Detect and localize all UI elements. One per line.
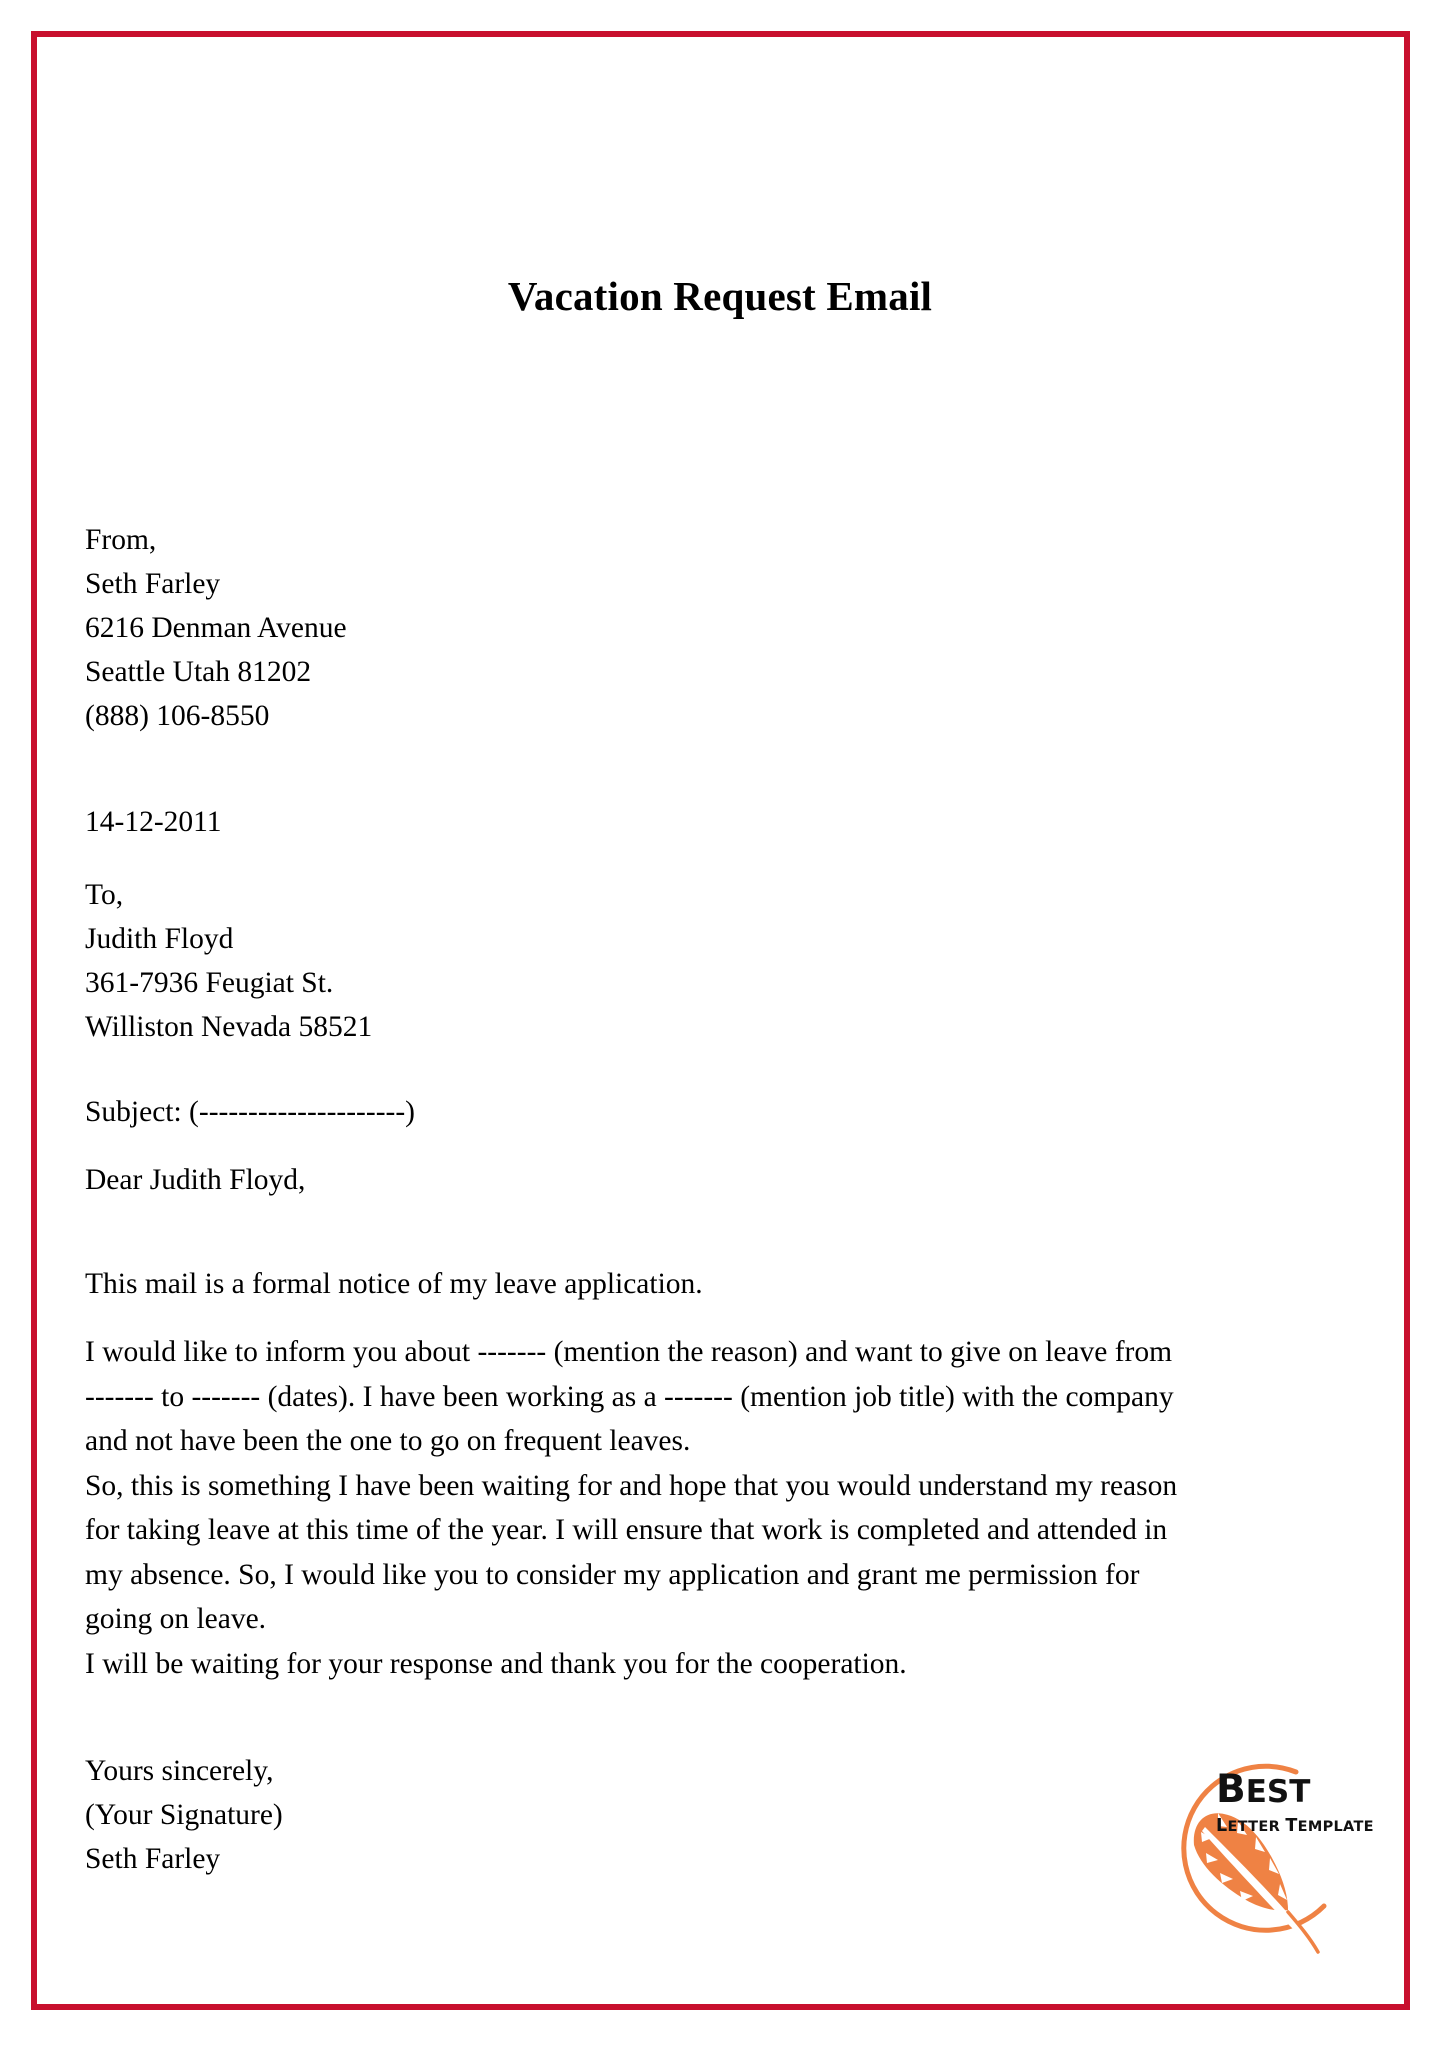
body-line: going on leave. — [85, 1603, 267, 1635]
body-line: my absence. So, I would like you to consider my application and grant me permission for — [85, 1558, 1140, 1591]
feather-quill-icon — [1148, 1734, 1380, 1966]
best-letter-template-logo — [1148, 1734, 1380, 1966]
logo-brand-name — [1216, 1767, 1386, 1812]
sender-street: 6216 Denman Avenue — [85, 612, 347, 644]
letter-date — [85, 800, 1355, 844]
recipient-to-label: To, — [85, 879, 124, 911]
signature-placeholder: (Your Signature) — [85, 1799, 283, 1831]
body-line: I will be waiting for your response and thank you for the cooperation. — [85, 1647, 907, 1680]
logo-wordmark — [1216, 1767, 1386, 1836]
logo-tagline-initial-template: T — [1285, 1816, 1298, 1836]
intro-paragraph — [85, 1262, 1355, 1306]
body-line: and not have been the one to go on frequent leaves. — [85, 1425, 691, 1457]
subject-text: Subject: (---------------------) — [85, 1096, 416, 1128]
recipient-name: Judith Floyd — [85, 923, 234, 955]
recipient-city-state-zip: Williston Nevada 58521 — [85, 1011, 373, 1043]
sender-city-state-zip: Seattle Utah 81202 — [85, 656, 312, 688]
salutation-greeting — [85, 1158, 1355, 1202]
logo-tagline-initial-letter: L — [1216, 1816, 1228, 1836]
body-line: for taking leave at this time of the year. I will ensure that work is completed and attended in — [85, 1514, 1168, 1546]
body-line: So, this is something I have been waiting for and hope that you would understand my reason — [85, 1469, 1178, 1502]
logo-brand-rest: EST — [1245, 1774, 1311, 1810]
recipient-street: 361-7936 Feugiat St. — [85, 967, 334, 999]
sender-name: Seth Farley — [85, 568, 221, 600]
intro-text: This mail is a formal notice of my leave application. — [85, 1268, 703, 1300]
date-value: 14-12-2011 — [85, 806, 222, 838]
page-title: Vacation Request Email — [507, 273, 933, 319]
logo-tagline — [1216, 1818, 1386, 1836]
subject-line — [85, 1090, 1355, 1134]
sender-address-block — [85, 518, 1355, 738]
greeting-text: Dear Judith Floyd, — [85, 1164, 306, 1196]
closing-salutation: Yours sincerely, — [85, 1755, 274, 1787]
logo-tagline-word-letter: ETTER — [1227, 1819, 1286, 1835]
closing-name: Seth Farley — [85, 1843, 221, 1875]
recipient-address-block — [85, 873, 1355, 1049]
logo-brand-initial: B — [1216, 1767, 1246, 1812]
body-line: ------- to ------- (dates). I have been working as a ------- (mention job title) with the company — [85, 1380, 1174, 1413]
sender-phone: (888) 106-8550 — [85, 700, 270, 732]
sender-from-label: From, — [85, 524, 157, 556]
body-paragraphs — [85, 1330, 1355, 1686]
logo-tagline-word-template: EMPLATE — [1297, 1819, 1374, 1835]
body-line: I would like to inform you about ------- (mention the reason) and want to give on leave from — [85, 1336, 1173, 1368]
